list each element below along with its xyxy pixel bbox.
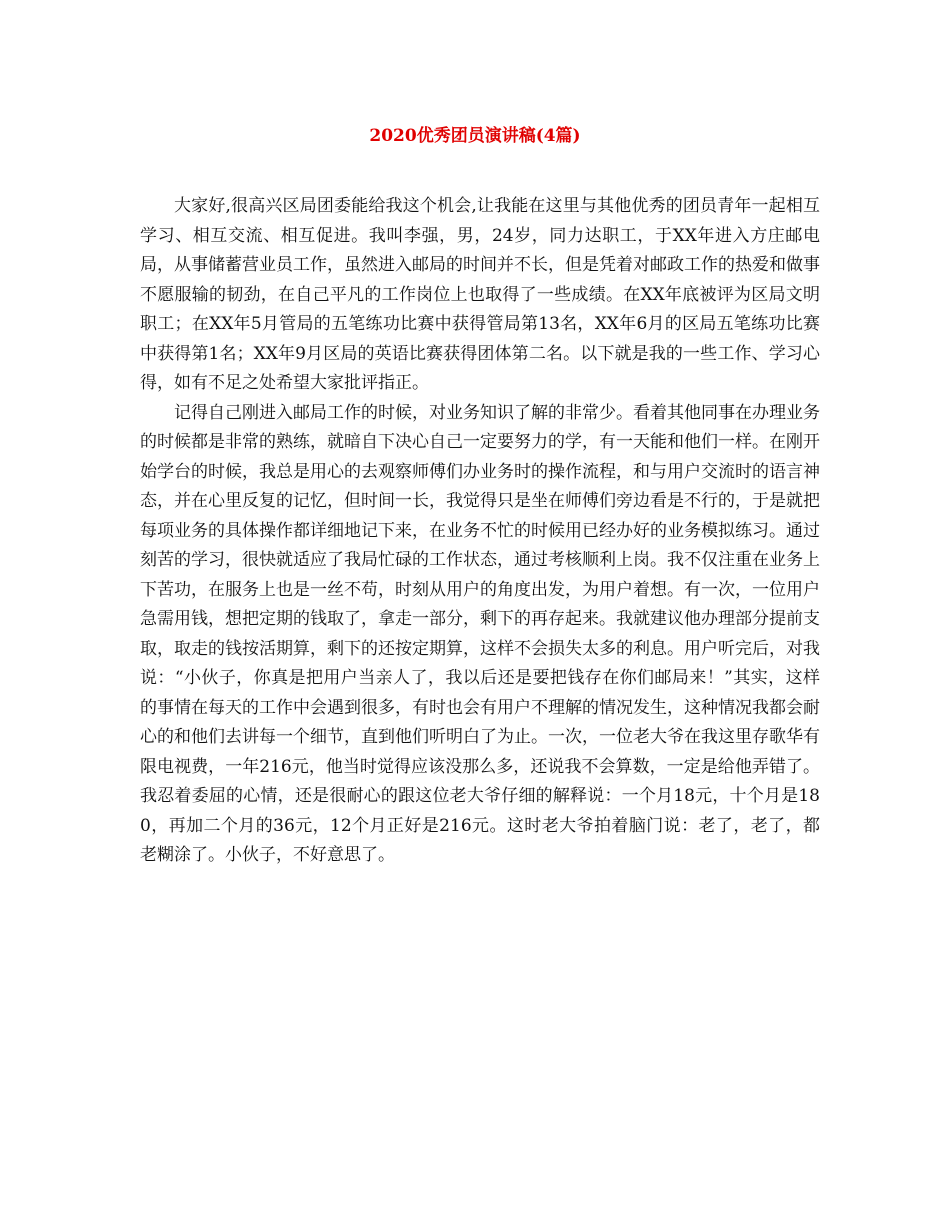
paragraph-1: 大家好,很高兴区局团委能给我这个机会,让我能在这里与其他优秀的团员青年一起相互学习、相互交流、相互促进。我叫李强，男，24岁，同力达职工，于XX年进入方庄邮电局，从事储蓄营业员工作，虽然进入邮局的时间并不长，但是凭着对邮政工作的热爱和做事不愿服输的韧劲，在自己平凡的工作岗位上也取得了一些成绩。在XX年底被评为区局文明职工；在XX年5月管局的五笔练功比赛中获得管局第13名，XX年6月的区局五笔练功比赛中获得第1名；XX年9月区局的英语比赛获得团体第二名。以下就是我的一些工作、学习心得，如有不足之处希望大家批评指正。 xyxy=(140,196,820,393)
document-body xyxy=(140,192,820,871)
paragraph-2: 记得自己刚进入邮局工作的时候，对业务知识了解的非常少。看着其他同事在办理业务的时候都是非常的熟练，就暗自下决心自己一定要努力的学，有一天能和他们一样。在刚开始学台的时候，我总是用心的去观察师傅们办业务时的操作流程，和与用户交流时的语言神态，并在心里反复的记忆，但时间一长，我觉得只是坐在师傅们旁边看是不行的，于是就把每项业务的具体操作都详细地记下来，在业务不忙的时候用已经办好的业务模拟练习。通过刻苦的学习，很快就适应了我局忙碌的工作状态，通过考核顺利上岗。我不仅注重在业务上下苦功，在服务上也是一丝不苟，时刻从用户的角度出发，为用户着想。有一次，一位用户急需用钱，想把定期的钱取了，拿走一部分，剩下的再存起来。我就建议他办理部分提前支取，取走的钱按活期算，剩下的还按定期算，这样不会损失太多的利息。用户听完后，对我说：“小伙子，你真是把用户当亲人了，我以后还是要把钱存在你们邮局来！”其实，这样的事情在每天的工作中会遇到很多，有时也会有用户不理解的情况发生，这种情况我都会耐心的和他们去讲每一个细节，直到他们听明白了为止。一次，一位老大爷在我这里存歌华有限电视费，一年216元，他当时觉得应该没那么多，还说我不会算数，一定是给他弄错了。我忍着委屈的心情，还是很耐心的跟这位老大爷仔细的解释说：一个月18元，十个月是180，再加二个月的36元，12个月正好是216元。这时老大爷拍着脑门说：老了，老了，都老糊涂了。小伙子，不好意思了。 xyxy=(140,402,820,865)
document-title: 2020优秀团员演讲稿(4篇) xyxy=(369,126,581,146)
